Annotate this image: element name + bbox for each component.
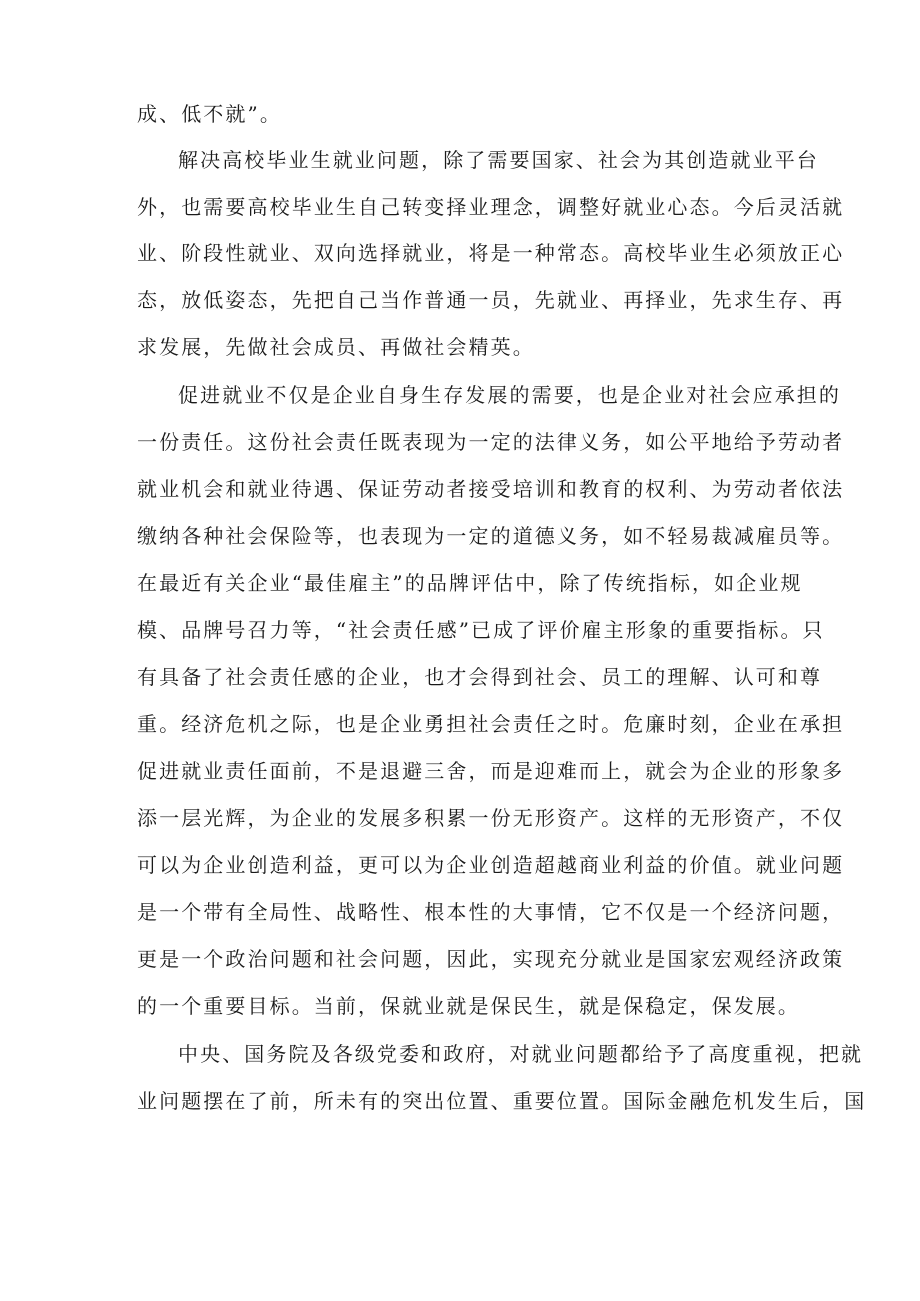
paragraph-3-line-9: 促进就业责任面前，不是退避三舍，而是迎难而上，就会为企业的形象多 — [137, 759, 845, 783]
paragraph-3-line-12: 是一个带有全局性、战略性、根本性的大事情，它不仅是一个经济问题， — [137, 900, 845, 924]
paragraph-4-line-1: 中央、国务院及各级党委和政府，对就业问题都给予了高度重视，把就 — [178, 1042, 864, 1066]
text-line-1: 成、低不就”。 — [137, 102, 282, 126]
paragraph-2-line-1: 解决高校毕业生就业问题，除了需要国家、社会为其创造就业平台 — [178, 148, 819, 172]
paragraph-2-line-3: 业、阶段性就业、双向选择就业，将是一种常态。高校毕业生必须放正心 — [137, 241, 845, 265]
paragraph-2-line-5: 求发展，先做社会成员、再做社会精英。 — [137, 335, 535, 359]
paragraph-3-line-14: 的一个重要目标。当前，保就业就是保民生，就是保稳定，保发展。 — [137, 994, 800, 1018]
paragraph-2-line-4: 态，放低姿态，先把自己当作普通一员，先就业、再择业，先求生存、再 — [137, 288, 845, 312]
paragraph-3-line-4: 缴纳各种社会保险等，也表现为一定的道德义务，如不轻易裁减雇员等。 — [137, 524, 845, 548]
paragraph-3-line-3: 就业机会和就业待遇、保证劳动者接受培训和教育的权利、为劳动者依法 — [137, 477, 845, 501]
paragraph-3-line-8: 重。经济危机之际，也是企业勇担社会责任之时。危廉时刻，企业在承担 — [137, 712, 845, 736]
paragraph-3-line-7: 有具备了社会责任感的企业，也才会得到社会、员工的理解、认可和尊 — [137, 665, 823, 689]
paragraph-3-line-6: 模、品牌号召力等，“社会责任感”已成了评价雇主形象的重要指标。只 — [137, 618, 825, 642]
paragraph-3-line-2: 一份责任。这份社会责任既表现为一定的法律义务，如公平地给予劳动者 — [137, 430, 845, 454]
paragraph-3-line-1: 促进就业不仅是企业自身生存发展的需要，也是企业对社会应承担的 — [178, 383, 841, 407]
paragraph-3-line-13: 更是一个政治问题和社会问题，因此，实现充分就业是国家宏观经济政策 — [137, 947, 845, 971]
paragraph-4-line-2: 业问题摆在了前，所未有的突出位置、重要位置。国际金融危机发生后，国 — [137, 1089, 867, 1113]
paragraph-3-line-5: 在最近有关企业“最佳雇主”的品牌评估中，除了传统指标，如企业规 — [137, 571, 803, 595]
paragraph-3-line-11: 可以为企业创造利益，更可以为企业创造超越商业利益的价值。就业问题 — [137, 853, 845, 877]
paragraph-2-line-2: 外，也需要高校毕业生自己转变择业理念，调整好就业心态。今后灵活就 — [137, 195, 845, 219]
paragraph-3-line-10: 添一层光辉，为企业的发展多积累一份无形资产。这样的无形资产，不仅 — [137, 806, 845, 830]
